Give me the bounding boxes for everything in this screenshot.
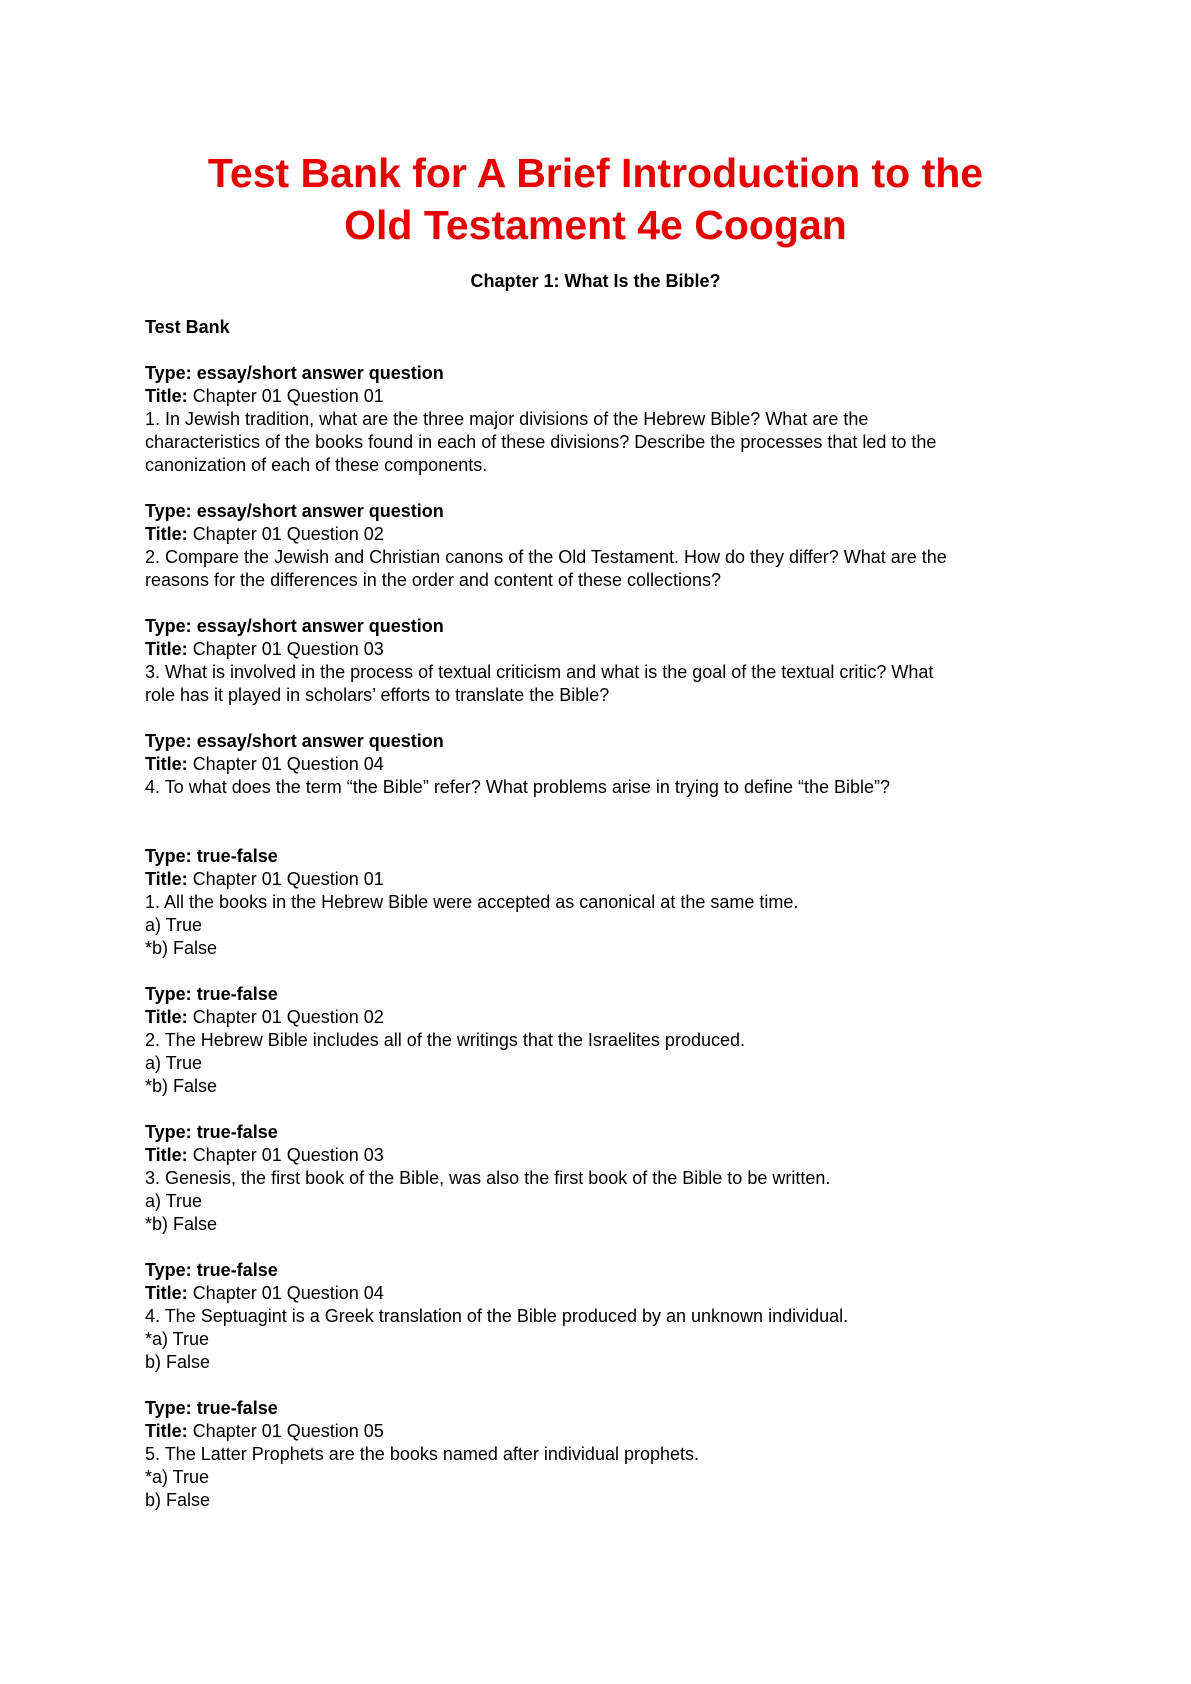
type-label: Type: bbox=[145, 1398, 192, 1418]
truefalse-question-4 bbox=[145, 1259, 1065, 1374]
title-value: Chapter 01 Question 03 bbox=[192, 1145, 384, 1165]
title-line-1: Test Bank for A Brief Introduction to the bbox=[207, 150, 984, 196]
type-label: Type: bbox=[145, 731, 192, 751]
type-value: essay/short answer question bbox=[196, 616, 444, 636]
document-title bbox=[0, 147, 1191, 251]
type-label: Type: bbox=[145, 846, 192, 866]
title-value: Chapter 01 Question 04 bbox=[192, 754, 384, 774]
type-label: Type: bbox=[145, 616, 192, 636]
title-value: Chapter 01 Question 01 bbox=[192, 386, 384, 406]
essay-question-2 bbox=[145, 500, 1065, 592]
answer-option: b) False bbox=[145, 1490, 211, 1510]
question-text-line: 4. To what does the term “the Bible” refer? What problems arise in trying to define “the Bible”? bbox=[145, 777, 891, 797]
question-text-line: 2. Compare the Jewish and Christian canons of the Old Testament. How do they differ? What are the bbox=[145, 547, 947, 567]
question-title bbox=[145, 868, 1065, 891]
type-value: essay/short answer question bbox=[196, 363, 444, 383]
type-label: Type: bbox=[145, 363, 192, 383]
type-value: true-false bbox=[196, 1122, 278, 1142]
question-text-line: 1. In Jewish tradition, what are the three major divisions of the Hebrew Bible? What are the bbox=[145, 409, 869, 429]
answer-option: *b) False bbox=[145, 1214, 218, 1234]
title-value: Chapter 01 Question 02 bbox=[192, 1007, 384, 1027]
type-value: essay/short answer question bbox=[196, 501, 444, 521]
question-title bbox=[145, 385, 1065, 408]
truefalse-question-2 bbox=[145, 983, 1065, 1098]
title-line-2: Old Testament 4e Coogan bbox=[344, 202, 847, 248]
question-title bbox=[145, 1006, 1065, 1029]
truefalse-question-5 bbox=[145, 1397, 1065, 1512]
question-type bbox=[145, 1397, 1065, 1420]
question-text-line: reasons for the differences in the order and content of these collections? bbox=[145, 570, 722, 590]
type-value: true-false bbox=[196, 984, 278, 1004]
title-label: Title: bbox=[145, 639, 188, 659]
title-value: Chapter 01 Question 03 bbox=[192, 639, 384, 659]
question-type bbox=[145, 845, 1065, 868]
title-value: Chapter 01 Question 04 bbox=[192, 1283, 384, 1303]
question-text-line: characteristics of the books found in each of these divisions? Describe the processes that led to the bbox=[145, 432, 937, 452]
question-text-line: 5. The Latter Prophets are the books named after individual prophets. bbox=[145, 1444, 700, 1464]
title-value: Chapter 01 Question 01 bbox=[192, 869, 384, 889]
essay-question-4 bbox=[145, 730, 1065, 799]
question-type bbox=[145, 1259, 1065, 1282]
question-title bbox=[145, 638, 1065, 661]
type-value: essay/short answer question bbox=[196, 731, 444, 751]
title-label: Title: bbox=[145, 386, 188, 406]
type-label: Type: bbox=[145, 1122, 192, 1142]
type-value: true-false bbox=[196, 846, 278, 866]
truefalse-question-1 bbox=[145, 845, 1065, 960]
answer-option: *a) True bbox=[145, 1329, 210, 1349]
type-value: true-false bbox=[196, 1260, 278, 1280]
type-label: Type: bbox=[145, 501, 192, 521]
question-title bbox=[145, 753, 1065, 776]
question-type bbox=[145, 730, 1065, 753]
answer-option: *b) False bbox=[145, 938, 218, 958]
question-type bbox=[145, 615, 1065, 638]
question-type bbox=[145, 500, 1065, 523]
question-title bbox=[145, 1420, 1065, 1443]
title-value: Chapter 01 Question 02 bbox=[192, 524, 384, 544]
chapter-heading: Chapter 1: What Is the Bible? bbox=[470, 271, 721, 291]
question-text-line: 2. The Hebrew Bible includes all of the writings that the Israelites produced. bbox=[145, 1030, 745, 1050]
question-title bbox=[145, 1144, 1065, 1167]
type-value: true-false bbox=[196, 1398, 278, 1418]
title-value: Chapter 01 Question 05 bbox=[192, 1421, 384, 1441]
section-heading: Test Bank bbox=[145, 317, 230, 337]
question-type bbox=[145, 1121, 1065, 1144]
question-type bbox=[145, 362, 1065, 385]
answer-option: *a) True bbox=[145, 1467, 210, 1487]
answer-option: a) True bbox=[145, 1053, 203, 1073]
title-label: Title: bbox=[145, 1007, 188, 1027]
answer-option: a) True bbox=[145, 915, 203, 935]
type-label: Type: bbox=[145, 1260, 192, 1280]
question-text-line: 3. What is involved in the process of textual criticism and what is the goal of the textual critic? What bbox=[145, 662, 934, 682]
question-text-line: 4. The Septuagint is a Greek translation of the Bible produced by an unknown individual. bbox=[145, 1306, 849, 1326]
question-text-line: role has it played in scholars’ efforts to translate the Bible? bbox=[145, 685, 610, 705]
title-label: Title: bbox=[145, 754, 188, 774]
question-type bbox=[145, 983, 1065, 1006]
title-label: Title: bbox=[145, 524, 188, 544]
question-text-line: canonization of each of these components. bbox=[145, 455, 488, 475]
type-label: Type: bbox=[145, 984, 192, 1004]
truefalse-question-3 bbox=[145, 1121, 1065, 1236]
answer-option: *b) False bbox=[145, 1076, 218, 1096]
question-text-line: 3. Genesis, the first book of the Bible, was also the first book of the Bible to be written. bbox=[145, 1168, 831, 1188]
title-label: Title: bbox=[145, 869, 188, 889]
question-text-line: 1. All the books in the Hebrew Bible were accepted as canonical at the same time. bbox=[145, 892, 799, 912]
answer-option: a) True bbox=[145, 1191, 203, 1211]
title-label: Title: bbox=[145, 1145, 188, 1165]
title-label: Title: bbox=[145, 1283, 188, 1303]
question-title bbox=[145, 1282, 1065, 1305]
answer-option: b) False bbox=[145, 1352, 211, 1372]
essay-question-1 bbox=[145, 362, 1065, 477]
title-label: Title: bbox=[145, 1421, 188, 1441]
essay-question-3 bbox=[145, 615, 1065, 707]
question-title bbox=[145, 523, 1065, 546]
